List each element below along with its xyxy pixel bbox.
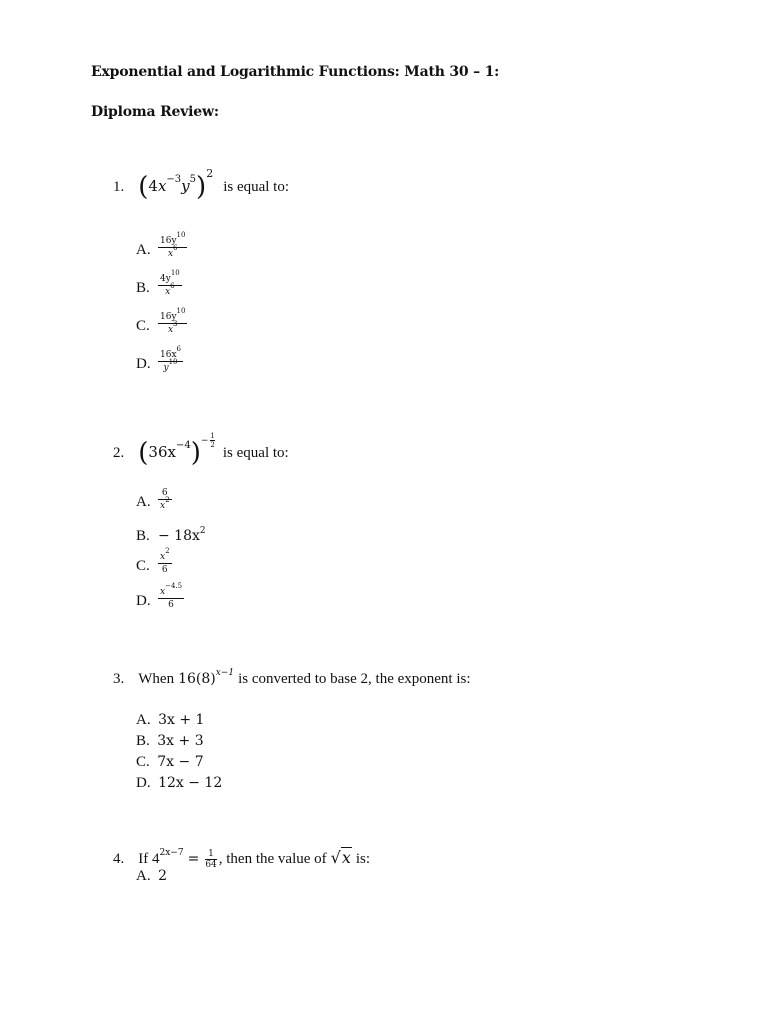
question-text: is equal to: <box>222 445 289 461</box>
question-number: 2. <box>113 445 125 461</box>
document-title: Exponential and Logarithmic Functions: Math 30 – 1: <box>91 64 500 80</box>
option-letter: D. <box>136 593 151 609</box>
question-prefix: If 4 <box>138 851 160 867</box>
option-letter: C. <box>136 558 150 574</box>
question-text: is converted to base 2, the exponent is: <box>238 671 471 687</box>
option-fraction: $\frac{x^{-4.5}}{6}$ <box>160 582 183 610</box>
question-number: 4. <box>113 851 125 867</box>
question-prefix: When <box>138 671 175 687</box>
option-letter: A. <box>136 242 151 258</box>
option-fraction: $\frac{16y^{10}}{x^6}$ <box>160 231 186 259</box>
question-text: is: <box>355 851 371 867</box>
option-fraction: $\frac{x^2}{6}$ <box>160 547 170 575</box>
question-3 <box>113 670 471 688</box>
outer-exponent: 2 <box>206 167 214 180</box>
open-paren: ( <box>138 172 149 202</box>
question-number: 1. <box>113 179 125 195</box>
option-a: A. 3x + 1 <box>136 712 205 728</box>
variable-y: y <box>181 177 190 195</box>
coefficient: 4 <box>148 177 158 195</box>
question-number: 3. <box>113 671 125 687</box>
option-a: A. 2 <box>136 868 168 884</box>
option-fraction: $\frac{4y^{10}}{x^6}$ <box>160 269 180 297</box>
option-fraction: $\frac{16x^6}{y^{10}}$ <box>160 345 181 373</box>
fraction: $\frac{1}{64}$ <box>205 848 217 870</box>
inner-exponent: −4 <box>175 440 191 451</box>
equals-sign: = <box>187 851 200 867</box>
exponent: 2x−7 <box>159 848 184 858</box>
option-b: B. 3x + 3 <box>136 733 204 749</box>
option-letter: B. <box>136 280 150 296</box>
exponent: 5 <box>189 174 197 185</box>
option-letter: B. <box>136 528 150 544</box>
option-letter: D. <box>136 356 151 372</box>
option-fraction: $\frac{16y^{10}}{x^3}$ <box>160 307 186 335</box>
question-4 <box>113 848 370 870</box>
square-root: √x <box>330 848 351 867</box>
option-fraction: $\frac{6}{x^2}$ <box>160 488 170 511</box>
variable-x: x <box>157 177 167 195</box>
close-paren: ) <box>196 172 207 202</box>
question-text: is equal to: <box>223 179 290 195</box>
outer-exponent: − $\frac{1}{2}$ <box>200 432 215 449</box>
question-1 <box>113 167 290 202</box>
question-middle: , then the value of <box>218 851 327 867</box>
base-term: 36x <box>148 443 176 461</box>
question-2 <box>113 432 289 468</box>
option-letter: A. <box>136 494 151 510</box>
exponent: x−1 <box>215 668 235 678</box>
base-expression: 16(8) <box>178 671 216 687</box>
exponent: −3 <box>166 174 182 185</box>
option-d: D. 12x − 12 <box>136 775 223 791</box>
close-paren: ) <box>190 438 201 468</box>
option-expression: − $18x^2$ <box>158 526 206 544</box>
option-letter: C. <box>136 318 150 334</box>
document-subtitle: Diploma Review: <box>91 104 219 120</box>
option-c: C. 7x − 7 <box>136 754 204 770</box>
open-paren: ( <box>138 438 149 468</box>
